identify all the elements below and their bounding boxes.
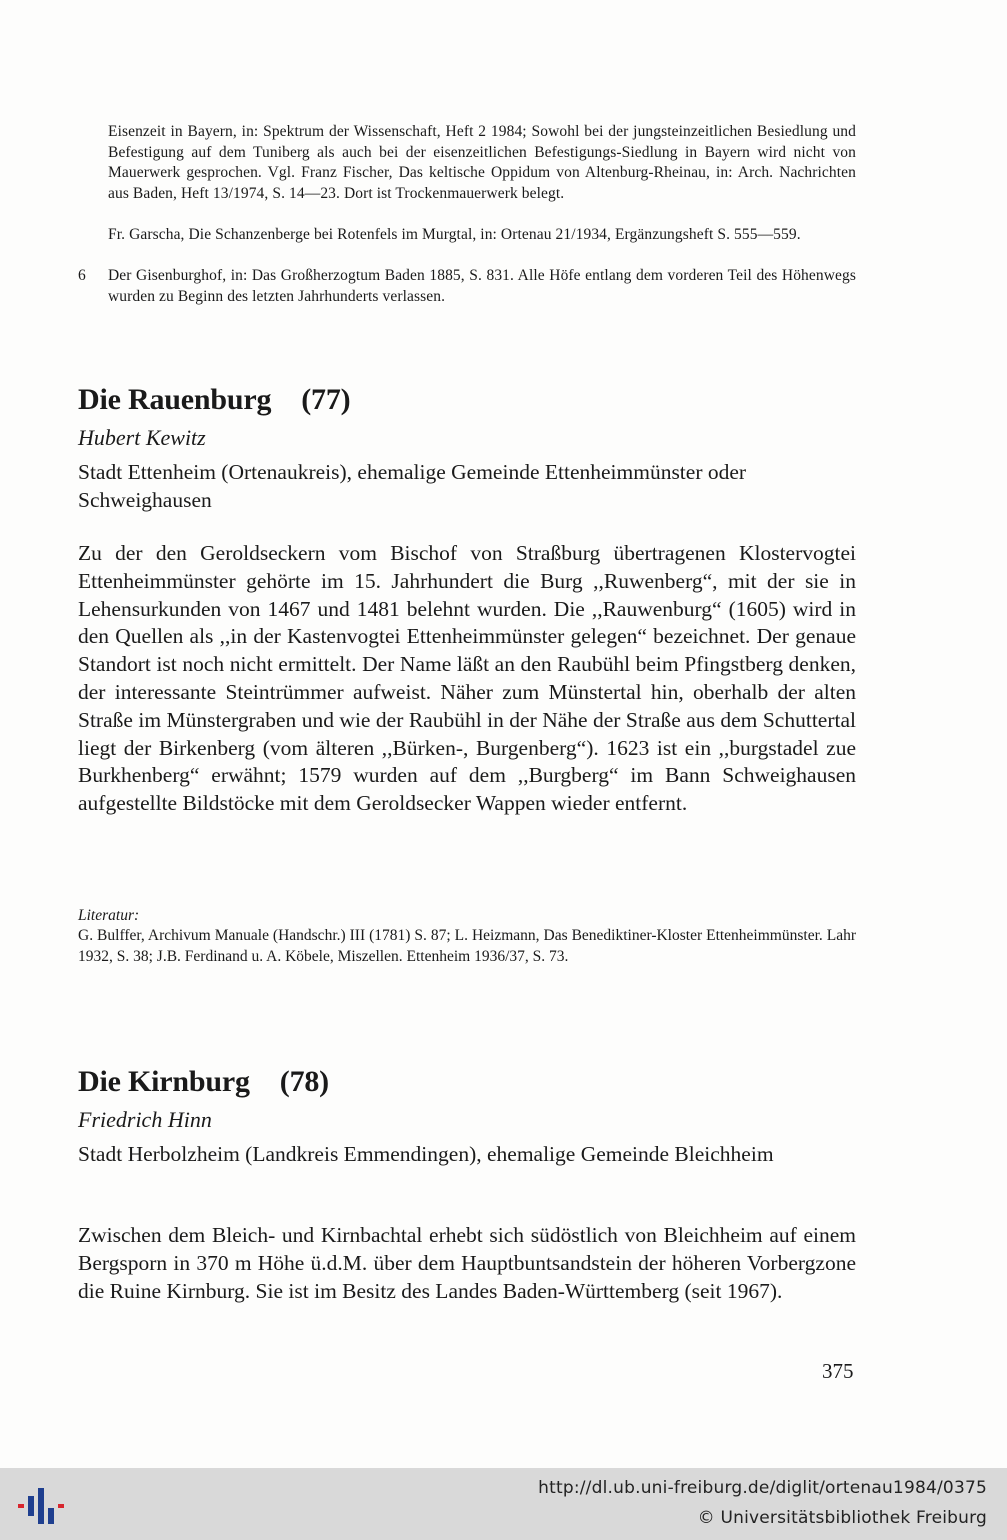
copyright-notice: © Universitätsbibliothek Freiburg [697, 1508, 987, 1528]
section-heading-rauenburg [78, 382, 350, 418]
section-number: (78) [279, 1065, 329, 1098]
section-heading-kirnburg [78, 1064, 329, 1100]
section-title: Die Kirnburg [78, 1065, 250, 1098]
footnote-garscha: Fr. Garscha, Die Schanzenberge bei Rotenfels im Murgtal, in: Ortenau 21/1934, Ergänzungsheft S. 555—559. [108, 226, 801, 243]
section-location: Stadt Herbolzheim (Landkreis Emmendingen), ehemalige Gemeinde Bleichheim [78, 1142, 774, 1166]
section-body: Zwischen dem Bleich- und Kirnbachtal erhebt sich südöstlich von Bleichheim auf einem Bergsporn in 370 m Höhe ü.d.M. über dem Hauptbuntsandstein der höheren Vorbergzone die Ruine Kirnburg. Sie ist im Besitz des Landes Baden-Württemberg (seit 1967). [78, 1223, 856, 1303]
literature-list: G. Bulffer, Archivum Manuale (Handschr.) III (1781) S. 87; L. Heizmann, Das Benediktiner-Kloster Ettenheimmünster. Lahr 1932, S. 38; J.B. Ferdinand u. A. Köbele, Miszellen. Ettenheim 1936/37, S. 73. [78, 927, 856, 965]
section-body: Zu der den Geroldseckern vom Bischof von Straßburg übertragenen Klostervogtei Ettenheimmünster gehörte im 15. Jahrhundert die Burg ,,Ruwenberg“, mit der sie in Lehensurkunden von 1467 und 1481 belehnt wurden. Die ,,Rauwenburg“ (1605) wird in den Quellen als ,,in der Kastenvogtei Ettenheimmünster gelegen“ bezeichnet. Der genaue Standort ist noch nicht ermittelt. Der Name läßt an den Raubühl beim Pfingstberg denken, der interessante Steintrümmer aufweist. Näher zum Münstertal hin, oberhalb der alten Straße im Münstergraben und wie der Raubühl in der Nähe der Straße aus dem Schuttertal liegt der Birkenberg (vom älteren ,,Bürken-, Burgenberg“). 1623 ist ein ,,burgstadel zue Burkhenberg“ erwähnt; 1579 wurden auf dem ,,Burgberg“ im Bann Schweighausen aufgestellte Bildstöcke mit dem Geroldsecker Wappen wieder entfernt. [78, 541, 856, 816]
permalink-url[interactable]: http://dl.ub.uni-freiburg.de/diglit/ortenau1984/0375 [538, 1478, 987, 1498]
section-author: Friedrich Hinn [78, 1107, 212, 1132]
ub-freiburg-logo-icon[interactable] [14, 1478, 68, 1534]
library-footer [0, 1468, 1007, 1540]
footnote-number: 6 [78, 267, 86, 284]
section-author: Hubert Kewitz [78, 425, 206, 450]
page-number: 375 [822, 1359, 854, 1383]
section-number: (77) [301, 383, 351, 416]
section-title: Die Rauenburg [78, 383, 272, 416]
section-location: Stadt Ettenheim (Ortenaukreis), ehemalige Gemeinde Ettenheimmünster oder Schweighausen [78, 460, 747, 512]
literature-label: Literatur: [78, 907, 140, 924]
footnote-6: Der Gisenburghof, in: Das Großherzogtum Baden 1885, S. 831. Alle Höfe entlang dem vorderen Teil des Höhenwegs wurden zu Beginn des letzten Jahrhunderts verlassen. [108, 267, 856, 305]
footnote-continuation: Eisenzeit in Bayern, in: Spektrum der Wissenschaft, Heft 2 1984; Sowohl bei der jungsteinzeitlichen Besiedlung und Befestigung auf dem Tuniberg als auch bei der eisenzeitlichen Befestigungs-Siedlung in Bayern wird nicht von Mauerwerk gesprochen. Vgl. Franz Fischer, Das keltische Oppidum von Altenburg-Rheinau, in: Arch. Nachrichten aus Baden, Heft 13/1974, S. 14—23. Dort ist Trockenmauerwerk belegt. [108, 123, 856, 202]
